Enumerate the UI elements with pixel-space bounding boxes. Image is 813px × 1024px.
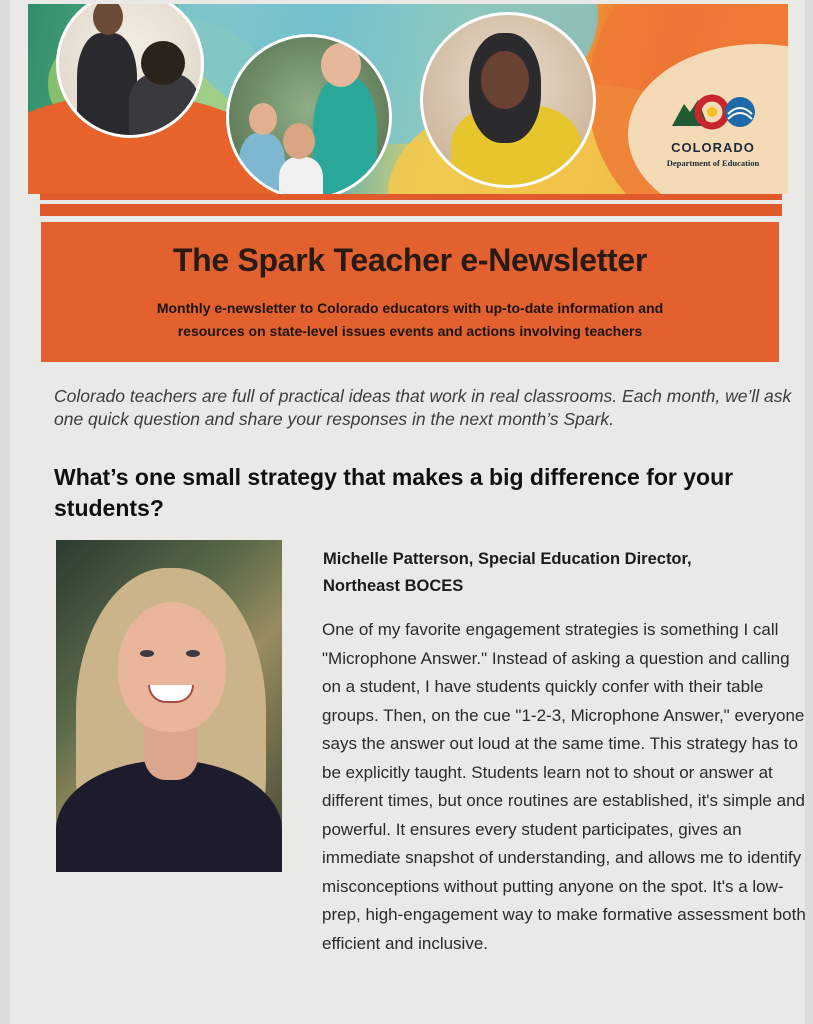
subtitle-line-2: resources on state-level issues events and actions involving teachers	[177, 323, 643, 339]
subtitle-line-1: Monthly e-newsletter to Colorado educators with up-to-date information and	[156, 300, 664, 316]
newsletter-page	[10, 0, 805, 1024]
title-block	[41, 222, 779, 362]
newsletter-subtitle	[41, 297, 779, 343]
intro-text: Colorado teachers are full of practical ideas that work in real classrooms. Each month, we’ll ask one quick question and share your responses in the next month’s Spark.	[54, 386, 792, 429]
response-text: One of my favorite engagement strategies is something I call "Microphone Answer." Instead of asking a question and calling on a student, I have students quickly confer with their table groups. Then, on the cue "1-2-3, Microphone Answer," everyone says the answer out loud at the same time. This strategy has to be explicitly taught. Students learn not to shout or answer at different times, but once routines are established, it's simple and powerful. It ensures every student participates, gives an immediate snapshot of understanding, and allows me to identify misconceptions without putting anyone on the spot. It's a low-prep, high-engagement way to make formative assessment both efficient and inclusive.	[322, 620, 806, 953]
colorado-logo-icon	[668, 92, 758, 132]
divider-stripe	[40, 204, 782, 216]
cde-logo	[648, 92, 778, 182]
banner-photo-teachers	[56, 4, 204, 138]
newsletter-title: The Spark Teacher e-Newsletter	[172, 242, 648, 278]
author-name-title: Michelle Patterson, Special Education Director,	[323, 550, 692, 568]
banner-photo-teacher-smiling	[420, 12, 596, 188]
banner-photo-classroom	[226, 34, 392, 194]
author-credit	[323, 546, 803, 600]
author-portrait	[56, 540, 282, 872]
author-organization: Northeast BOCES	[323, 577, 464, 595]
question-heading: What’s one small strategy that makes a big difference for your students?	[54, 464, 734, 521]
header-banner	[28, 4, 788, 194]
logo-subtext: Department of Education	[666, 158, 760, 168]
logo-text: COLORADO	[671, 140, 755, 155]
divider-stripe	[40, 194, 782, 200]
